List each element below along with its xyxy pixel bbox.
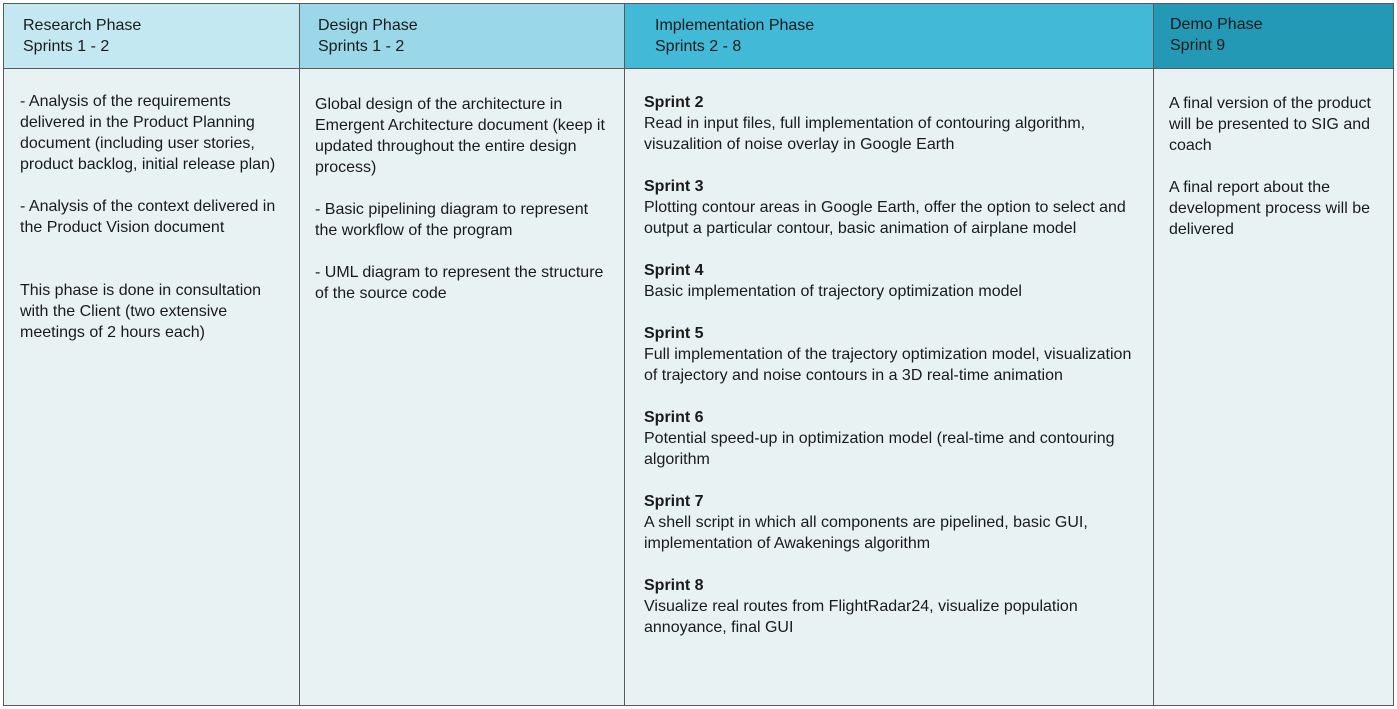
design-phase-column [299,4,624,705]
sprint-title: Sprint 3 [644,178,704,195]
sprint-item [644,491,1133,554]
phase-paragraph: - UML diagram to represent the structure of the source code [315,264,604,302]
sprint-description: A shell script in which all components are pipelined, basic GUI, implementation of Awakenings algorithm [644,514,1088,552]
design-phase-body [300,69,624,705]
phase-title: Demo Phase [1170,16,1263,33]
phase-paragraph: A final version of the product will be presented to SIG and coach [1169,95,1371,154]
phase-sprints: Sprints 2 - 8 [655,38,742,55]
research-phase-header [4,4,299,69]
sprint-item [644,407,1133,470]
sprint-item [644,92,1133,155]
sprint-description: Full implementation of the trajectory optimization model, visualization of trajectory and noise contours in a 3D real-time animation [644,346,1132,384]
sprint-item [644,323,1133,386]
phase-title: Design Phase [318,17,418,34]
phase-paragraph: - Analysis of the requirements delivered in the Product Planning document (including user stories, product backlog, initial release plan) [20,93,276,173]
phase-paragraph: - Basic pipelining diagram to represent the workflow of the program [315,201,589,239]
sprint-title: Sprint 6 [644,409,704,426]
research-phase-body [4,69,299,705]
demo-phase-body [1154,69,1393,705]
sprint-item [644,260,1133,302]
implementation-phase-column [624,4,1153,705]
sprint-title: Sprint 5 [644,325,704,342]
demo-phase-column [1153,4,1393,705]
sprint-title: Sprint 2 [644,94,704,111]
phase-sprints: Sprints 1 - 2 [318,38,405,55]
research-phase-column [4,4,299,705]
sprint-description: Basic implementation of trajectory optimization model [644,283,1022,300]
phase-sprints: Sprints 1 - 2 [23,38,110,55]
sprint-description: Read in input files, full implementation of contouring algorithm, visuzalition of noise overlay in Google Earth [644,115,1086,153]
sprint-item [644,575,1133,638]
implementation-phase-body [625,69,1153,705]
sprint-title: Sprint 7 [644,493,704,510]
phase-sprints: Sprint 9 [1170,37,1226,54]
sprint-description: Plotting contour areas in Google Earth, offer the option to select and output a particular contour, basic animation of airplane model [644,199,1126,237]
sprint-title: Sprint 4 [644,262,704,279]
phase-table [3,3,1394,706]
phase-paragraph: This phase is done in consultation with the Client (two extensive meetings of 2 hours each) [20,282,262,341]
design-phase-header [300,4,624,69]
phase-title: Implementation Phase [655,17,815,34]
phase-paragraph: Global design of the architecture in Emergent Architecture document (keep it updated throughout the entire design process) [315,96,605,176]
phase-title: Research Phase [23,17,142,34]
sprint-title: Sprint 8 [644,577,704,594]
demo-phase-header [1154,4,1393,69]
sprint-description: Visualize real routes from FlightRadar24, visualize population annoyance, final GUI [644,598,1078,636]
phase-paragraph: A final report about the development process will be delivered [1169,179,1370,238]
phase-paragraph: - Analysis of the context delivered in the Product Vision document [20,198,276,236]
sprint-item [644,176,1133,239]
sprint-description: Potential speed-up in optimization model (real-time and contouring algorithm [644,430,1115,468]
implementation-phase-header [625,4,1153,69]
